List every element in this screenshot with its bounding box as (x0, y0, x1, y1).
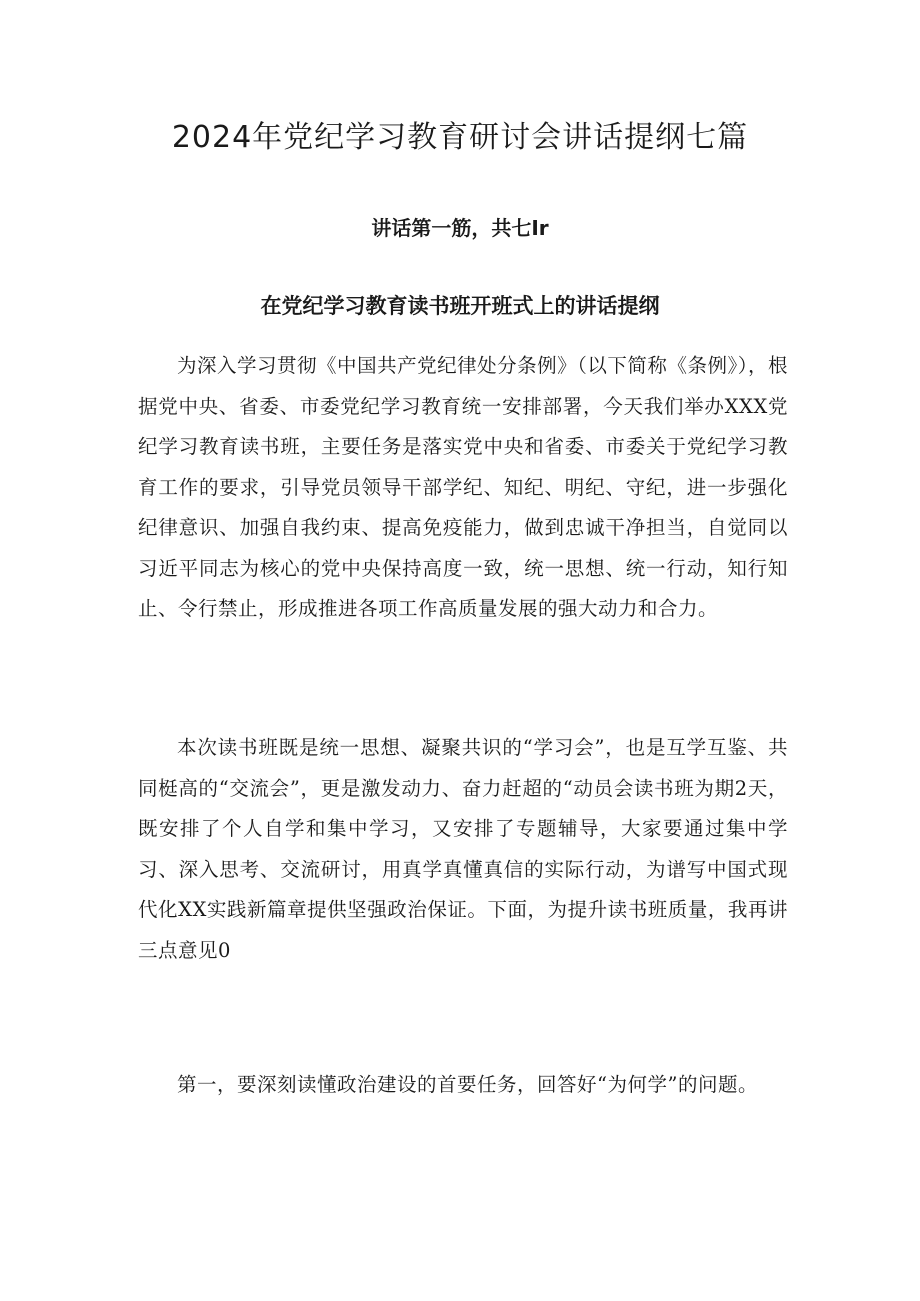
speech-heading: 在党纪学习教育读书班开班式上的讲话提纲 (260, 294, 660, 318)
section-subtitle: 讲话第一筋，共七Ir (371, 216, 549, 240)
paragraph-reading-class: 本次读书班既是统一思想、凝聚共识的“学习会”，也是互学互鉴、共同梃高的“交流会”，更是激发动力、奋力赶超的“动员会读书班为期2天，既安排了个人自学和集中学习，又安排了专题辅导，大家要通过集中学习、深入思考、交流研讨，用真学真懂真信的实际行动，为谱写中国式现代化XX实践新篇章提供坚强政治保证。下面，为提升读书班质量，我再讲三点意见0 (138, 736, 788, 962)
paragraph-first-point: 第一，要深刻读懂政治建设的首要任务，回答好“为何学”的问题。 (177, 1073, 758, 1096)
document-title: 2024年党纪学习教育研讨会讲话提纲七篇 (171, 120, 749, 155)
paragraph-intro: 为深入学习贯彻《中国共产党纪律处分条例》（以下简称《条例》），根据党中央、省委、市委党纪学习教育统一安排部署，今天我们举办XXX党纪学习教育读书班，主要任务是落实党中央和省委、市委关于党纪学习教育工作的要求，引导党员领导干部学纪、知纪、明纪、守纪，进一步强化纪律意识、加强自我约束、提高免疫能力，做到忠诚干净担当，自觉同以习近平同志为核心的党中央保持高度一致，统一思想、统一行动，知行知止、令行禁止，形成推进各项工作高质量发展的强大动力和合力。 (138, 354, 788, 620)
